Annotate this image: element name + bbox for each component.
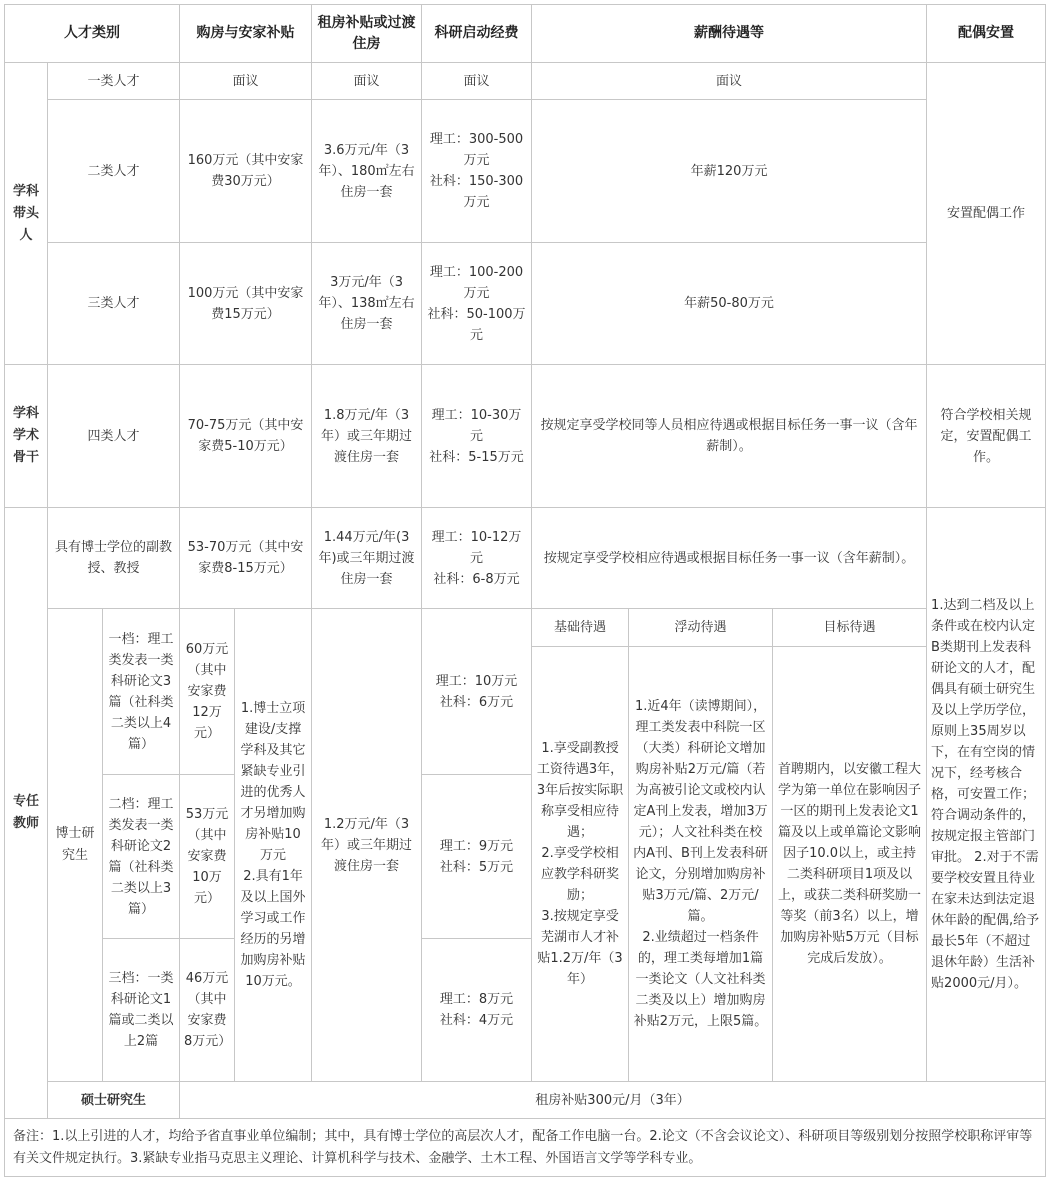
- master-value: 租房补贴300元/月（3年）: [180, 1082, 1046, 1119]
- housing-value: 100万元（其中安家费15万元）: [180, 243, 312, 365]
- spouse-value: 符合学校相关规定，安置配偶工作。: [927, 365, 1046, 508]
- table-row: [5, 365, 1046, 508]
- basic-value: 1.享受副教授工资待遇3年，3年后按实际职称享受相应待遇； 2.享受学校相应教学科研奖励； 3.按规定享受芜湖市人才补贴1.2万/年（3年）: [532, 647, 629, 1082]
- header-spouse: 配偶安置: [927, 5, 1046, 63]
- basic-label: 基础待遇: [532, 609, 629, 647]
- header-row: [5, 5, 1046, 63]
- phd-rent: 1.2万元/年（3年）或三年期过渡住房一套: [312, 609, 422, 1082]
- header-talent-type: 人才类别: [5, 5, 180, 63]
- master-label: 硕士研究生: [48, 1082, 180, 1119]
- float-value: 1.近4年（读博期间），理工类发表中科院一区（大类）科研论文增加购房补贴2万元/篇（若为高被引论文或校内认定A刊上发表，增加3万元）；人文社科类在校内A刊、B刊上发表科研论文，分别增加购房补贴3万元/篇、2万元/篇。 2.业绩超过一档条件的，理工类每增加1篇一类论文（人文社科类二类及以上）增加购房补贴2万元，上限5篇。: [629, 647, 773, 1082]
- talent-policy-table: [4, 4, 1046, 1177]
- header-research: 科研启动经费: [422, 5, 532, 63]
- tier-housing: 46万元（其中安家费8万元）: [180, 939, 235, 1082]
- talent-name: 二类人才: [48, 100, 180, 243]
- phd-label: 博士研究生: [48, 609, 103, 1082]
- header-housing: 购房与安家补贴: [180, 5, 312, 63]
- research-value: 理工：300-500万元 社科：150-300万元: [422, 100, 532, 243]
- table-row: [5, 100, 1046, 243]
- spouse-value: 安置配偶工作: [927, 63, 1046, 365]
- salary-value: 按规定享受学校同等人员相应待遇或根据目标任务一事一议（含年薪制）。: [532, 365, 927, 508]
- tier-research: 理工：10万元 社科：6万元: [422, 609, 532, 775]
- note-row: [5, 1119, 1046, 1177]
- research-value: 理工：10-30万元 社科：5-15万元: [422, 365, 532, 508]
- header-salary: 薪酬待遇等: [532, 5, 927, 63]
- tier-housing: 60万元（其中安家费12万元）: [180, 609, 235, 775]
- table-row: [5, 63, 1046, 100]
- housing-value: 70-75万元（其中安家费5-10万元）: [180, 365, 312, 508]
- tier-housing: 53万元（其中安家费10万元）: [180, 775, 235, 939]
- target-label: 目标待遇: [773, 609, 927, 647]
- talent-name: 一类人才: [48, 63, 180, 100]
- rent-value: 1.44万元/年(3年)或三年期过渡住房一套: [312, 508, 422, 609]
- table-row: [5, 243, 1046, 365]
- tier-research: 理工：9万元 社科：5万元: [422, 775, 532, 939]
- tier-condition: 三档：一类科研论文1篇或二类以上2篇: [103, 939, 180, 1082]
- housing-value: 面议: [180, 63, 312, 100]
- table-row: [5, 1082, 1046, 1119]
- housing-value: 160万元（其中安家费30万元）: [180, 100, 312, 243]
- research-value: 理工：10-12万元 社科：6-8万元: [422, 508, 532, 609]
- housing-value: 53-70万元（其中安家费8-15万元）: [180, 508, 312, 609]
- table-row: [5, 508, 1046, 609]
- rent-value: 3.6万元/年（3年）、180㎡左右住房一套: [312, 100, 422, 243]
- research-value: 理工：100-200万元 社科：50-100万元: [422, 243, 532, 365]
- target-value: 首聘期内，以安徽工程大学为第一单位在影响因子一区的期刊上发表论文1篇及以上或单篇论文影响因子10.0以上，或主持二类科研项目1项及以上，或获二类科研奖励一等奖（前3名）以上，增加购房补贴5万元（目标完成后发放）。: [773, 647, 927, 1082]
- float-label: 浮动待遇: [629, 609, 773, 647]
- phd-extra-housing: 1.博士立项建设/支撑学科及其它紧缺专业引进的优秀人才另增加购房补贴10万元 2.具有1年及以上国外学习或工作经历的另增加购房补贴10万元。: [235, 609, 312, 1082]
- salary-value: 面议: [532, 63, 927, 100]
- spouse-value: 1.达到二档及以上条件或在校内认定B类期刊上发表科研论文的人才，配偶具有硕士研究生及以上学历学位，原则上35周岁以下，在有空岗的情况下，经考核合格，可安置工作；符合调动条件的，按规定报主管部门审批。 2.对于不需要学校安置且待业在家未达到法定退休年龄的配偶,给予最长5年（不超过退休年龄）生活补贴2000元/月）。: [927, 508, 1046, 1082]
- teacher-category: 专任教师: [5, 508, 48, 1119]
- tier-condition: 二档：理工类发表一类科研论文2篇（社科类二类以上3篇）: [103, 775, 180, 939]
- talent-name: 四类人才: [48, 365, 180, 508]
- leader-category: 学科带头人: [5, 63, 48, 365]
- talent-name: 三类人才: [48, 243, 180, 365]
- salary-value: 年薪120万元: [532, 100, 927, 243]
- tier-research: 理工：8万元 社科：4万元: [422, 939, 532, 1082]
- rent-value: 面议: [312, 63, 422, 100]
- salary-value: 年薪50-80万元: [532, 243, 927, 365]
- rent-value: 1.8万元/年（3年）或三年期过渡住房一套: [312, 365, 422, 508]
- tier-condition: 一档：理工类发表一类科研论文3篇（社科类二类以上4篇）: [103, 609, 180, 775]
- talent-name: 具有博士学位的副教授、教授: [48, 508, 180, 609]
- rent-value: 3万元/年（3年）、138㎡左右住房一套: [312, 243, 422, 365]
- header-rent: 租房补贴或过渡住房: [312, 5, 422, 63]
- research-value: 面议: [422, 63, 532, 100]
- footnote: 备注：1.以上引进的人才，均给予省直事业单位编制；其中，具有博士学位的高层次人才，配备工作电脑一台。2.论文（不含会议论文）、科研项目等级别划分按照学校职称评审等有关文件规定执行。3.紧缺专业指马克思主义理论、计算机科学与技术、金融学、土木工程、外国语言文学等学科专业。: [5, 1119, 1046, 1177]
- salary-value: 按规定享受学校相应待遇或根据目标任务一事一议（含年薪制）。: [532, 508, 927, 609]
- table-row: [5, 609, 1046, 647]
- backbone-category: 学科学术骨干: [5, 365, 48, 508]
